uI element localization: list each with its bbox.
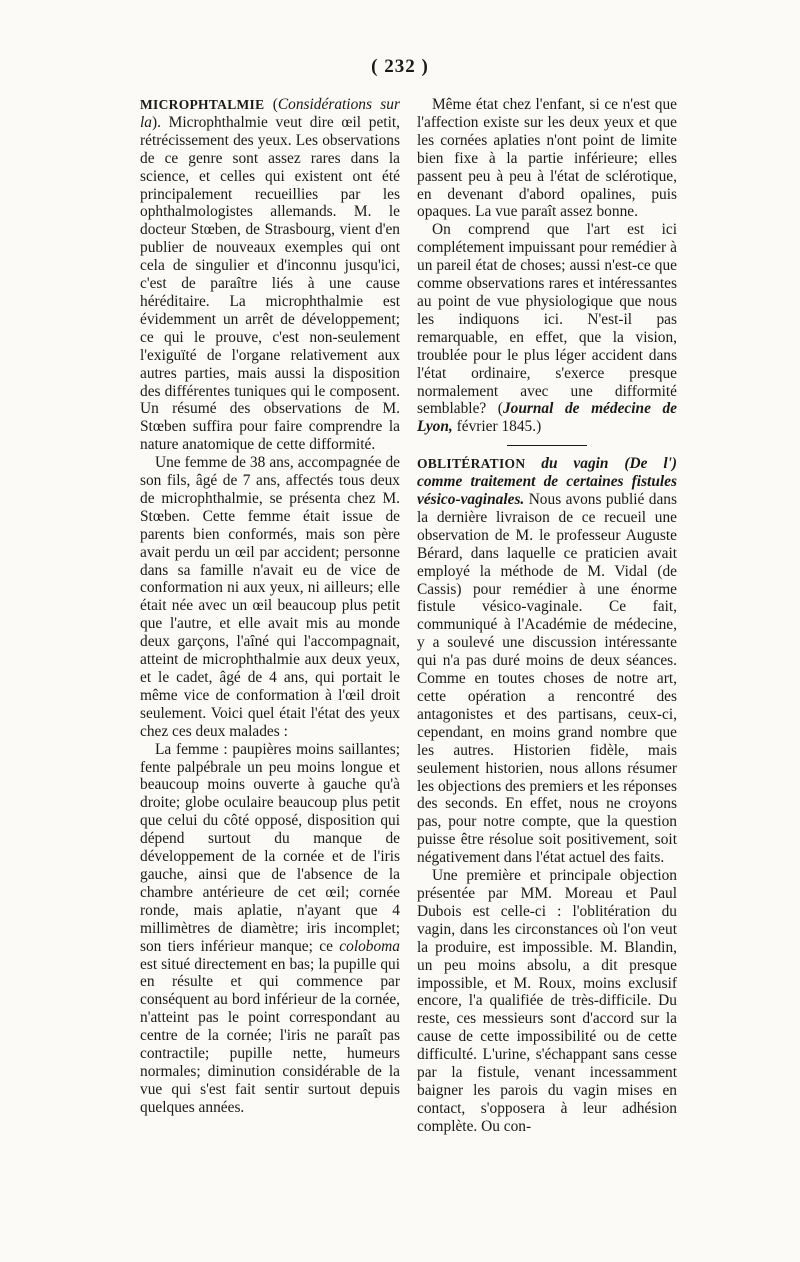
paragraph-text: On comprend que l'art est ici complétement impuissant pour remédier à un pareil état de choses; aussi n'est-ce que comme observations rares et intéressantes au point de vue physiologique que nous les indiquons ici. N'est-il pas remarquable, en effet, que la vision, troublée pour le plus léger accident dans l'état ordinaire, s'exerce presque normalement avec une difformité semblable? ( xyxy=(417,221,677,418)
heading-note-open: ( xyxy=(264,96,278,113)
paragraph-objections: Une première et principale objection présentée par MM. Moreau et Paul Dubois est celle-ci : l'oblitération du vagin, dans les circonstances où l'on veut la produire, est impossible. M. Blandin, un peu moins absolu, a dit presque impossible, et M. Roux, moins exclusif encore, l'a qualifiée de très-difficile. Du reste, ces messieurs sont d'accord sur la cause de cette impossibilité ou de cette difficulté. L'urine, s'échappant sans cesse par la fistule, venant incessamment baigner les parois du vagin mises en contact, s'opposera à leur adhésion complète. Ou con- xyxy=(417,867,677,1135)
paragraph-text: Nous avons publié dans la dernière livraison de ce recueil une observation de M. le professeur Auguste Bérard, dans laquelle ce praticien avait employé la méthode de M. Vidal (de Cassis) pour remédier à une énorme fistule vésico-vaginale. Ce fait, communiqué à l'Académie de médecine, y a soulevé une discussion intéressante qui n'a pas duré moins de deux séances. Comme en toutes choses de notre art, cette opération a rencontré des antagonistes et des partisans, ceux-ci, cependant, en moins grand nombre que les autres. Historien fidèle, mais seulement historien, nous allons résumer les objections des premiers et les réponses des seconds. En effet, nous ne croyons pas, pour notre compte, que la question puisse être résolue soit positivement, soit négativement dans l'état actuel des faits. xyxy=(417,491,677,867)
paragraph-child-state: Même état chez l'enfant, si ce n'est que l'affection existe sur les deux yeux et que les cornées aplaties n'ont point de limite bien fixe à la partie inférieure; elles passent peu à peu à l'état de sclérotique, en devenant d'abord opalines, puis opaques. La vue paraît assez bonne. xyxy=(417,96,677,221)
article-heading-obliteration: OBLITÉRATION xyxy=(417,456,526,472)
paragraph-text: La femme : paupières moins saillantes; fente palpébrale un peu moins longue et beaucoup moins ouverte à gauche qu'à droite; globe oculaire beaucoup plus petit que celui du côté opposé, disposition qui dépend surtout du manque de développement de la cornée et de l'iris gauche, ainsi que de l'absence de la chambre antérieure de cet œil; cornée ronde, mais aplatie, n'ayant que 4 millimètres de diamètre; iris incomplet; son tiers inférieur manque; ce xyxy=(140,740,400,955)
page-number: ( 232 ) xyxy=(371,56,429,77)
term-coloboma: coloboma xyxy=(339,937,400,955)
section-divider xyxy=(507,445,587,446)
heading-note-close: ). xyxy=(151,113,169,131)
paragraph-text: est situé directement en bas; la pupille qui en résulte et qui commence par conséquent au bord inférieur de la cornée, n'atteint pas le point correspondant au centre de la cornée; l'iris ne paraît pas contractile; pupille nette, humeurs normales; diminution considérable de la vue qui s'est fait sentir surtout depuis quelques années. xyxy=(140,955,400,1116)
paragraph-conclusion xyxy=(417,221,677,436)
paragraph-case-description: Une femme de 38 ans, accompagnée de son fils, âgé de 7 ans, affectés tous deux de microphthalmie, se présenta chez M. Stœben. Cette femme était issue de parents bien conformés, mais son père avait perdu un œil par accident; personne dans sa famille n'avait eu de vice de conformation ni aux yeux, ni ailleurs; elle était née avec un œil beaucoup plus petit que l'autre, et elle avait mis au monde deux garçons, l'aîné qui l'accompagnait, atteint de microphthalmie aux deux yeux, et le cadet, âgé de 4 ans, qui portait le même vice de conformation à l'œil droit seulement. Voici quel était l'état des yeux chez ces deux malades : xyxy=(140,454,400,740)
article-microphthalmie-intro xyxy=(140,96,400,454)
source-citation: Journal de médecine de Lyon, xyxy=(417,400,677,436)
right-column xyxy=(417,96,677,1136)
article-subtitle: du vagin (De l') comme traitement de certaines fistules vésico-vaginales. xyxy=(417,455,677,509)
left-column xyxy=(140,96,400,1117)
article-heading-microphthalmie: MICROPHTALMIE xyxy=(140,97,265,112)
paragraph-text: février 1845.) xyxy=(452,418,542,436)
paragraph-woman-symptoms xyxy=(140,741,400,1117)
paragraph-text: Microphthalmie veut dire œil petit, rétrécissement des yeux. Les observations de ce genre sont assez rares dans la science, et celles qui existent ont été principalement recueillies par les ophthalmologistes allemands. M. le docteur Stœben, de Strasbourg, vient d'en publier de nouveaux exemples qui ont cela de singulier et d'inconnu jusqu'ici, c'est de paraître liés à une cause héréditaire. La microphthalmie est évidemment un arrêt de développement; ce qui le prouve, c'est non-seulement l'exiguïté de l'organe relativement aux autres parties, mais aussi la disposition des différentes tuniques qui le composent. Un résumé des observations de M. Stœben suffira pour faire comprendre la nature anatomique de cette difformité. xyxy=(140,113,400,454)
article-obliteration-intro xyxy=(417,455,677,867)
heading-note: Considérations sur la xyxy=(140,96,400,131)
